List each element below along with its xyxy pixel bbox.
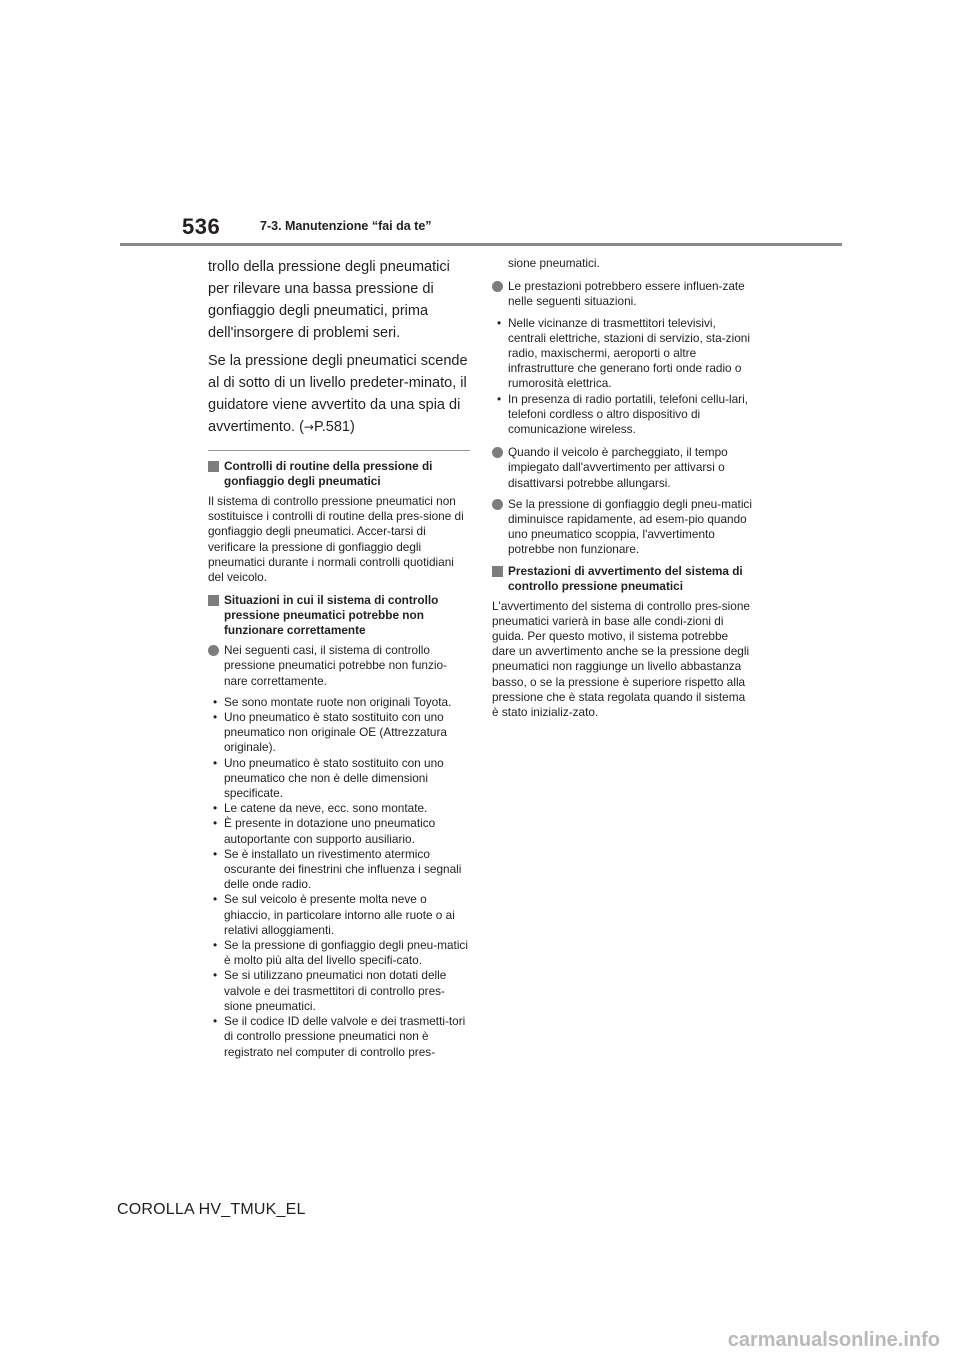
list-item: • Se il codice ID delle valvole e dei trasmetti-tori di controllo pressione pneumatici non è registrato nel computer di controllo pres- [208,1014,470,1060]
list-item: • In presenza di radio portatili, telefoni cellu-lari, telefoni cordless o altro dispositivo di comunicazione wireless. [492,392,754,438]
bullet-performance-affected [492,279,754,309]
section-title: 7-3. Manutenzione “fai da te” [260,219,432,233]
circle-bullet-icon [492,447,503,458]
square-bullet-icon [208,595,219,606]
bullet-malfunction-cases-text: Nei seguenti casi, il sistema di controllo pressione pneumatici potrebbe non funzio-nare correttamente. [224,643,447,688]
bullet-parked-vehicle-text: Quando il veicolo è parcheggiato, il tempo impiegato dall'avvertimento per attivarsi o disattivarsi potrebbe allungarsi. [508,445,728,490]
arrow-icon: → [303,420,314,434]
intro-paragraph-1: trollo della pressione degli pneumatici per rilevare una bassa pressione di gonfiaggio degli pneumatici, prima dell'insorgere di problemi seri. [208,259,450,341]
bullet-rapid-pressure-drop-text: Se la pressione di gonfiaggio degli pneu-matici diminuisce rapidamente, ad esem-pio quando uno pneumatico scoppia, l'avvertimento potrebbe non funzionare. [508,496,752,557]
performance-situations-list [492,316,754,438]
page-number: 536 [182,214,221,239]
list-item: • Se si utilizzano pneumatici non dotati delle valvole e dei trasmettitori di controllo pres-sione pneumatici. [208,968,470,1014]
routine-checks-body: Il sistema di controllo pressione pneumatici non sostituisce i controlli di routine della pres-sione di gonfiaggio degli pneumatici. Accer-tarsi di verificare la pressione di gonfiaggio degli pneumatici durante i normali controlli quotidiani del veicolo. [208,494,464,585]
circle-bullet-icon [492,281,503,292]
page-reference-link[interactable]: P.581) [313,419,355,435]
square-bullet-icon [208,461,219,472]
left-column [208,256,470,1068]
heading-routine-checks [208,459,470,489]
heading-malfunction-situations [208,593,470,638]
circle-bullet-icon [208,645,219,656]
list-item: • Uno pneumatico è stato sostituito con uno pneumatico non originale OE (Attrezzatura originale). [208,710,470,756]
circle-bullet-icon [492,499,503,510]
list-item: • Se la pressione di gonfiaggio degli pneu-matici è molto più alta del livello specifi-cato. [208,938,470,968]
header-rule [120,243,842,246]
heading-warning-performance [492,564,754,594]
heading-malfunction-situations-text: Situazioni in cui il sistema di controllo pressione pneumatici potrebbe non funzionare correttamente [224,593,439,638]
malfunction-cases-list [208,695,470,1060]
list-item: • Se sono montate ruote non originali Toyota. [208,695,470,710]
model-code-footer: COROLLA HV_TMUK_EL [117,1201,306,1218]
list-item: • È presente in dotazione uno pneumatico autoportante con supporto ausiliario. [208,816,470,846]
list-item: • Le catene da neve, ecc. sono montate. [208,801,470,816]
warning-performance-body: L'avvertimento del sistema di controllo pres-sione pneumatici varierà in base alle condi-zioni di guida. Per questo motivo, il sistema potrebbe dare un avvertimento anche se la pressione degli pneumatici non raggiunge un livello abbastanza basso, o se la pressione è superiore rispetto alla pressione che è stata regolata quando il sistema è stato inizializ-zato. [492,598,750,720]
list-item: • Uno pneumatico è stato sostituito con uno pneumatico che non è delle dimensioni specificate. [208,756,470,802]
bullet-performance-affected-text: Le prestazioni potrebbero essere influen-zate nelle seguenti situazioni. [508,279,745,309]
right-column [492,256,754,728]
heading-routine-checks-text: Controlli di routine della pressione di gonfiaggio degli pneumatici [224,459,433,488]
bullet-malfunction-cases [208,643,470,689]
list-item: • Se è installato un rivestimento atermico oscurante dei finestrini che influenza i segnali delle onde radio. [208,847,470,893]
watermark: carmanualsonline.info [727,1329,940,1351]
intro-paragraph-2 [208,350,470,438]
intro-text [208,256,470,438]
intro-paragraph-2-text: Se la pressione degli pneumatici scende al di sotto di un livello predeter-minato, il guidatore viene avvertito da una spia di avvertimento. ( [208,353,468,435]
bullet-parked-vehicle [492,445,754,491]
bullet-rapid-pressure-drop [492,497,754,558]
square-bullet-icon [492,566,503,577]
list-item: • Nelle vicinanze di trasmettitori televisivi, centrali elettriche, stazioni di servizio, sta-zioni radio, maxischermi, aeroporti o altre infrastrutture che generano forti onde radio o rumorosità elettrica. [492,316,754,392]
section-divider [208,450,470,451]
heading-warning-performance-text: Prestazioni di avvertimento del sistema di controllo pressione pneumatici [508,563,743,593]
list-item: • Se sul veicolo è presente molta neve o ghiaccio, in particolare intorno alle ruote o ai relativi alloggiamenti. [208,892,470,938]
continuation-text: sione pneumatici. [508,256,600,270]
